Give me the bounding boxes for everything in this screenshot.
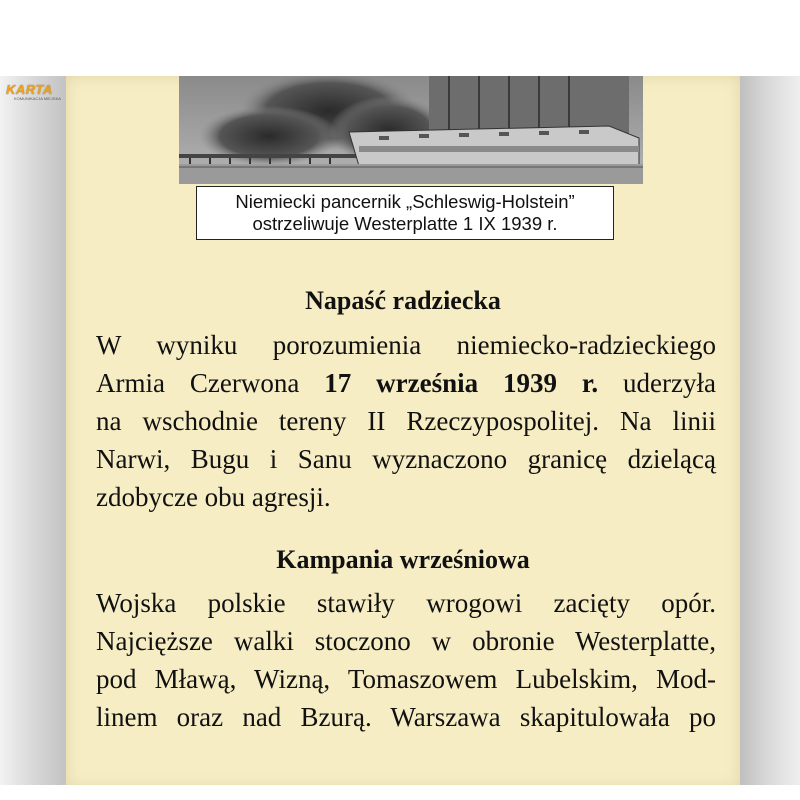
battleship-photo	[179, 76, 643, 184]
frame-right	[740, 76, 800, 788]
bold-date: 17 września 1939 r.	[324, 368, 599, 398]
text-line: Narwi, Bugu i Sanu wyznaczono granicę dzielącą	[96, 444, 716, 474]
text-line	[96, 364, 716, 402]
text-line: Wojska polskie stawiły wrogowi zacięty opór.	[96, 588, 716, 618]
text-line: na wschodnie tereny II Rzeczypospolitej. Na linii	[96, 406, 716, 436]
text-segment: uderzyła	[598, 368, 716, 398]
text-line: pod Mławą, Wizną, Tomaszowem Lubelskim, Mod-	[96, 664, 716, 694]
logo-word: KARTA	[6, 82, 53, 97]
caption-line-2: ostrzeliwuje Westerplatte 1 IX 1939 r.	[252, 213, 558, 234]
logo-subtitle: KOMUNIKACJA MIEJSKA	[14, 96, 61, 101]
battleship-photo-image	[179, 76, 643, 184]
karta-logo	[6, 82, 64, 104]
frame-bottom	[0, 785, 800, 800]
frame-left	[0, 76, 66, 788]
heading-napasc-radziecka: Napaść radziecka	[305, 286, 501, 315]
heading-kampania-wrzesniowa: Kampania wrześniowa	[276, 545, 530, 574]
paragraph-napasc-radziecka	[96, 326, 716, 516]
photo-caption	[196, 186, 614, 240]
paragraph-kampania-wrzesniowa	[96, 584, 716, 736]
text-line: zdobycze obu agresji.	[96, 482, 331, 512]
text-segment: Armia Czerwona	[96, 368, 325, 398]
text-line: linem oraz nad Bzurą. Warszawa skapitulowała po	[96, 702, 716, 732]
text-line: Najcięższe walki stoczono w obronie Westerplatte,	[96, 626, 716, 656]
caption-line-1: Niemiecki pancernik „Schleswig-Holstein”	[235, 191, 575, 212]
text-line: W wyniku porozumienia niemiecko-radzieckiego	[96, 330, 716, 360]
